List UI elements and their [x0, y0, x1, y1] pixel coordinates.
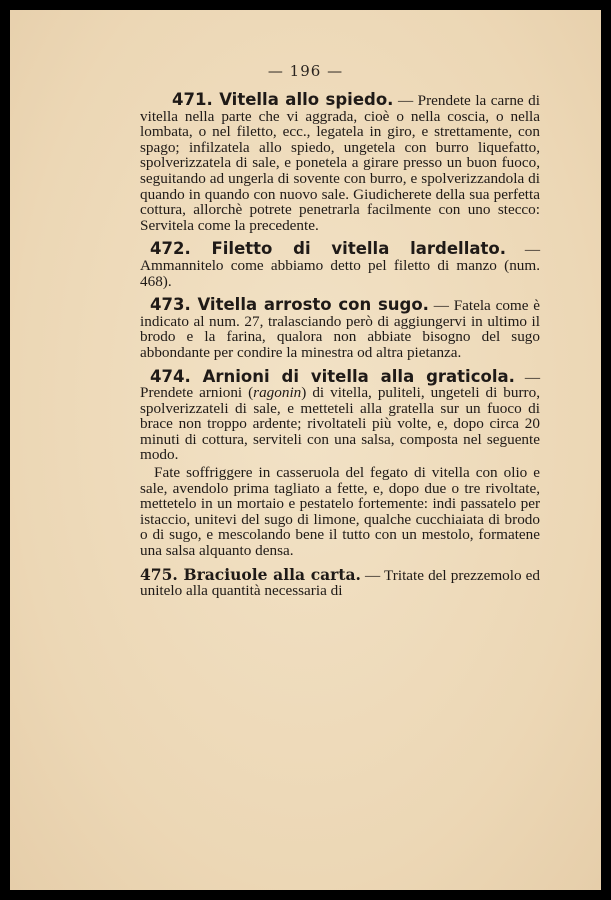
recipe-474-paragraph-2: Fate soffriggere in casseruola del fegato di vitella con olio e sale, avendolo prima tagliato a fette, e, dopo due o tre rivoltate, mettetelo in un mortaio e pestatelo fortemente: indi passatelo per istaccio, unitevi del sugo di limone, qualche cucchiaiata di brodo o di sugo, e mescolando bene il tutto con un mestolo, formatene una salsa alquanto densa. [140, 464, 540, 560]
recipe-title: 475. Braciuole alla carta. [140, 564, 361, 584]
recipe-body: — Tritate del prezzemolo ed unitelo alla quantità necessaria di [140, 566, 540, 600]
recipe-title: 471. Vitella allo spiedo. [172, 90, 394, 109]
book-page [10, 10, 601, 890]
recipe-text [140, 92, 540, 607]
recipe-title: 472. Filetto di vitella lardellato. [150, 239, 506, 259]
page-number: — 196 — [267, 62, 344, 80]
italic-term: ragonin [253, 384, 302, 402]
recipe-title: 473. Vitella arrosto con sugo. [150, 295, 429, 315]
recipe-472 [140, 241, 540, 289]
recipe-475 [140, 564, 540, 600]
recipe-body: — Prendete la carne di vitella nella parte che vi aggrada, cioè o nella coscia, o nella lombata, o nel filetto, ecc., legatela in giro, e strettamente, con spago; infilzatela allo spiedo, ungetela con burro liquefatto, spolverizzatela di sale, e ponetela a girare presso un buon fuoco, seguitando ad ungerla di sovente con burro, e spolverizzandola di quando in quando con nuovo sale. Giudicherete della sua perfetta cottura, allorchè potrete penetrarla facilmente con uno stecco: Servitela come la precedente. [140, 92, 540, 234]
recipe-title: 474. Arnioni di vitella alla graticola. [150, 366, 515, 386]
recipe-473 [140, 297, 540, 360]
recipe-474 [140, 366, 541, 464]
recipe-body: — Prendete arnioni (ragonin) di vitella, puliteli, ungeteli di burro, spolverizzateli di sale, e metteteli alla gratella sur un fuoco di brace non troppo ardente; rivoltateli più volte, e, dopo circa 20 minuti di cottura, serviteli con una salsa, composta nel seguente modo. [140, 368, 541, 464]
recipe-body: — Fatela come è indicato al num. 27, tralasciando però di aggiungervi in ultimo il brodo e la farina, qualora non abbiate bisogno del sugo abbondante per condire la minestra od altra pietanza. [140, 297, 540, 361]
recipe-471 [140, 92, 540, 233]
recipe-body: — Ammannitelo come abbiamo detto pel filetto di manzo (num. 468). [140, 241, 540, 290]
